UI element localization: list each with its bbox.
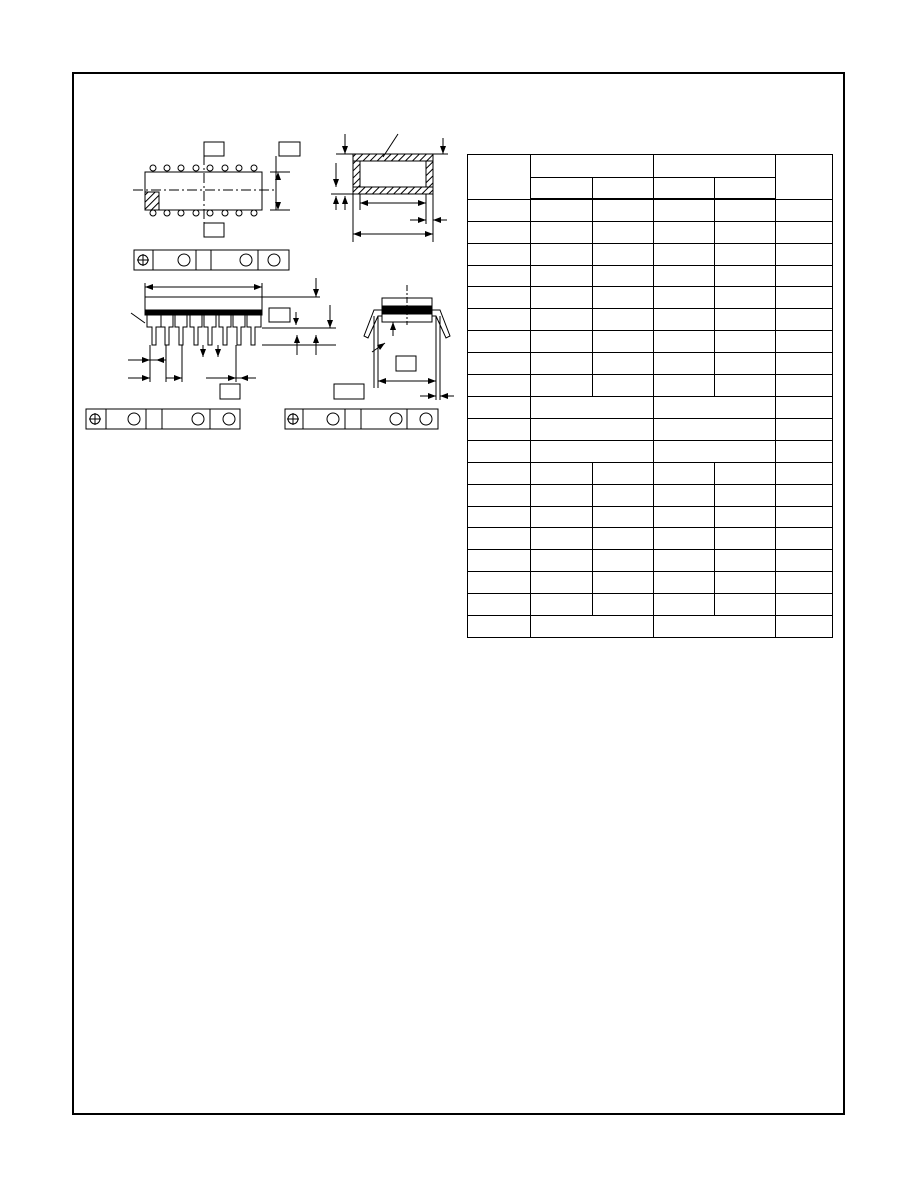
table-row [468, 353, 833, 375]
table-cell [654, 440, 776, 462]
table-cell [468, 616, 531, 638]
table-cell [531, 309, 593, 331]
table-row [468, 265, 833, 287]
table-cell [715, 353, 776, 375]
datum-label-box-a [204, 142, 224, 156]
feature-control-frame-2 [86, 409, 240, 429]
table-cell [531, 506, 593, 528]
table-cell [654, 418, 776, 440]
table-cell [776, 440, 833, 462]
table-cell [715, 265, 776, 287]
table-cell [531, 572, 593, 594]
table-row [468, 440, 833, 462]
table-cell [776, 616, 833, 638]
table-cell [654, 528, 715, 550]
table-cell [468, 440, 531, 462]
table-cell [468, 199, 531, 221]
table-cell [776, 309, 833, 331]
table-cell [776, 528, 833, 550]
table-cell [531, 353, 593, 375]
table-cell [531, 331, 593, 353]
table-cell [531, 243, 593, 265]
table-cell [654, 353, 715, 375]
table-row [468, 221, 833, 243]
table-cell [468, 528, 531, 550]
table-cell [531, 418, 654, 440]
table-cell [715, 594, 776, 616]
table-cell [593, 550, 654, 572]
table-cell [654, 375, 715, 397]
table-cell [468, 353, 531, 375]
table-cell [776, 375, 833, 397]
dimension-table [467, 154, 833, 638]
table-cell [531, 528, 593, 550]
table-cell [593, 221, 654, 243]
table-cell [654, 265, 715, 287]
table-cell [468, 572, 531, 594]
table-body [468, 199, 833, 637]
table-cell [468, 418, 531, 440]
table-cell [593, 484, 654, 506]
table-cell [776, 221, 833, 243]
table-cell [531, 375, 593, 397]
table-cell [715, 243, 776, 265]
table-cell [654, 287, 715, 309]
table-cell [776, 550, 833, 572]
table-cell [654, 462, 715, 484]
table-cell [654, 397, 776, 419]
table-row [468, 331, 833, 353]
table-cell [776, 418, 833, 440]
header-group-2 [654, 155, 776, 178]
table-cell [468, 309, 531, 331]
table-row [468, 506, 833, 528]
table-cell [531, 594, 593, 616]
lead-leader-line [131, 313, 145, 323]
table-cell [593, 462, 654, 484]
seating-plane-label-box [269, 308, 290, 322]
lead-width-label-box [220, 384, 240, 399]
datum-label-box-b [279, 142, 300, 156]
table-row [468, 528, 833, 550]
table-row [468, 375, 833, 397]
subheader-max-1 [593, 177, 654, 199]
table-cell [715, 484, 776, 506]
table-row [468, 199, 833, 221]
table-cell [654, 550, 715, 572]
table-cell [776, 331, 833, 353]
front-view-seal-band [145, 310, 262, 315]
table-row [468, 243, 833, 265]
table-cell [531, 462, 593, 484]
table-cell [654, 506, 715, 528]
top-view [133, 142, 300, 237]
table-cell [531, 550, 593, 572]
table-cell [776, 484, 833, 506]
table-cell [593, 594, 654, 616]
table-cell [468, 484, 531, 506]
table-cell [776, 462, 833, 484]
table-cell [593, 265, 654, 287]
table-cell [776, 243, 833, 265]
table-cell [776, 506, 833, 528]
table-cell [593, 199, 654, 221]
table-cell [776, 199, 833, 221]
table-cell [531, 484, 593, 506]
table-row [468, 550, 833, 572]
table-cell [531, 199, 593, 221]
table-cell [715, 287, 776, 309]
table-cell [593, 572, 654, 594]
table-header-row [468, 155, 833, 178]
table-cell [654, 243, 715, 265]
feature-control-frame-1 [134, 250, 289, 270]
table-cell [715, 528, 776, 550]
subheader-min-2 [654, 177, 715, 199]
table-cell [776, 353, 833, 375]
table-cell [715, 331, 776, 353]
table-cell [593, 375, 654, 397]
table-row [468, 287, 833, 309]
table-cell [593, 243, 654, 265]
table-cell [468, 375, 531, 397]
feature-control-frame-3 [285, 409, 438, 429]
table-cell [776, 265, 833, 287]
table-cell [468, 550, 531, 572]
front-view-body [145, 297, 262, 310]
table-cell [468, 265, 531, 287]
table-cell [654, 572, 715, 594]
table-cell [715, 375, 776, 397]
table-cell [715, 309, 776, 331]
table-cell [654, 484, 715, 506]
table-row [468, 616, 833, 638]
table-cell [715, 462, 776, 484]
table-cell [531, 287, 593, 309]
datum-label-box-c [204, 223, 224, 237]
table-cell [468, 243, 531, 265]
subheader-max-2 [715, 177, 776, 199]
table-cell [715, 506, 776, 528]
table-cell [654, 331, 715, 353]
end-view-datum-box [334, 384, 364, 399]
table-row [468, 462, 833, 484]
table-row [468, 484, 833, 506]
table-cell [468, 462, 531, 484]
table-cell [531, 397, 654, 419]
table-cell [593, 528, 654, 550]
table-cell [531, 440, 654, 462]
table-cell [531, 265, 593, 287]
table-row [468, 594, 833, 616]
table-cell [593, 309, 654, 331]
front-view-leads [147, 315, 261, 345]
table-row [468, 309, 833, 331]
table-cell [715, 572, 776, 594]
table-cell [531, 616, 654, 638]
table-cell [468, 331, 531, 353]
header-notes [776, 155, 833, 200]
front-view [128, 278, 336, 399]
table-row [468, 572, 833, 594]
table-cell [468, 221, 531, 243]
table-cell [468, 506, 531, 528]
table-cell [593, 331, 654, 353]
table-cell [776, 594, 833, 616]
table-cell [654, 309, 715, 331]
header-group-1 [531, 155, 654, 178]
table-cell [468, 287, 531, 309]
table-cell [531, 221, 593, 243]
table-cell [654, 199, 715, 221]
table-cell [654, 221, 715, 243]
table-cell [776, 287, 833, 309]
table-cell [468, 594, 531, 616]
table-cell [654, 594, 715, 616]
subheader-min-1 [531, 177, 593, 199]
table-cell [593, 353, 654, 375]
section-view [331, 134, 448, 242]
end-view [334, 285, 454, 400]
table-row [468, 418, 833, 440]
table-cell [776, 572, 833, 594]
table-cell [654, 616, 776, 638]
table-cell [468, 397, 531, 419]
table-cell [593, 506, 654, 528]
table-cell [715, 221, 776, 243]
table-cell [715, 199, 776, 221]
table-cell [715, 550, 776, 572]
table-cell [593, 287, 654, 309]
header-symbol [468, 155, 531, 200]
end-view-label-box [396, 356, 416, 371]
table-row [468, 397, 833, 419]
table-cell [776, 397, 833, 419]
pin1-index-mark [145, 192, 159, 210]
